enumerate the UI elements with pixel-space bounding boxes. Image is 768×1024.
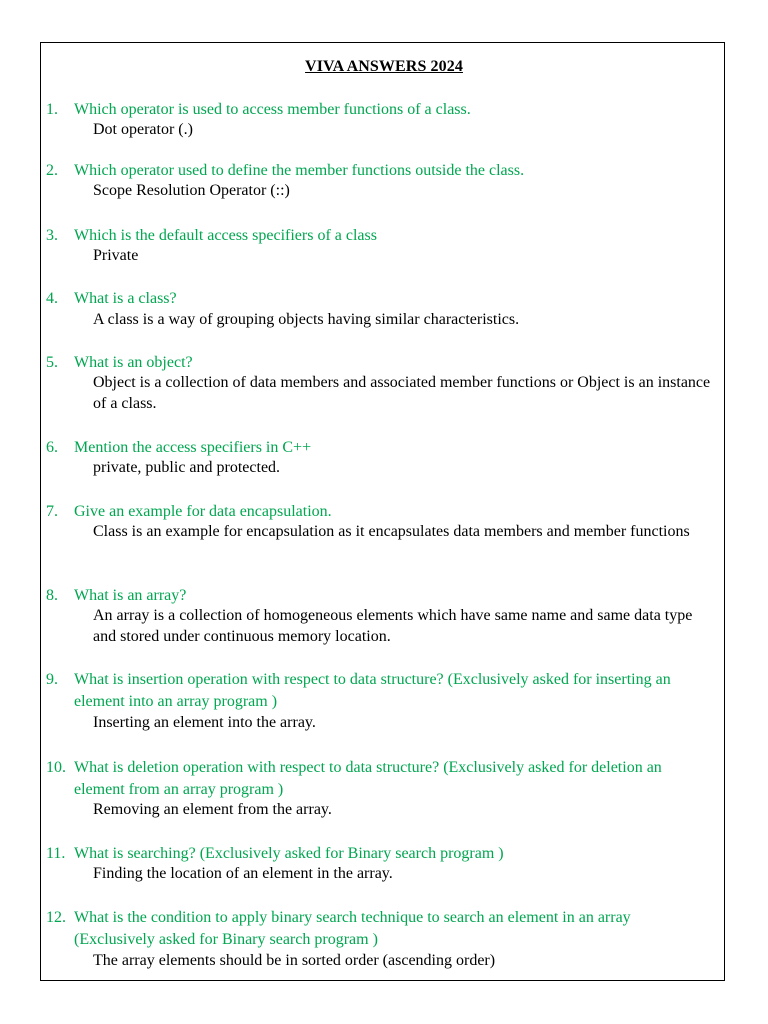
question-text: What is the condition to apply binary search technique to search an element in an array (Exclusively asked for Binary search program ) (74, 909, 631, 948)
page-title: VIVA ANSWERS 2024 (305, 58, 463, 75)
answer-text: Removing an element from the array. (93, 801, 332, 818)
question-text: Give an example for data encapsulation. (74, 503, 332, 520)
question-number: 2. (46, 162, 58, 179)
answer-text: Private (93, 247, 139, 264)
question-number: 1. (46, 101, 58, 118)
question-text: What is a class? (74, 290, 177, 307)
answer-text: Finding the location of an element in the array. (93, 865, 393, 882)
question-number: 6. (46, 439, 58, 456)
question-number: 10. (46, 759, 66, 776)
answer-text: Scope Resolution Operator (::) (93, 182, 290, 199)
question-number: 4. (46, 290, 58, 307)
question-number: 7. (46, 503, 58, 520)
answer-text: private, public and protected. (93, 459, 281, 476)
question-text: Which is the default access specifiers of a class (74, 227, 377, 244)
question-number: 9. (46, 671, 58, 688)
answer-text: A class is a way of grouping objects having similar characteristics. (93, 311, 520, 328)
question-text: What is deletion operation with respect to data structure? (Exclusively asked for deletion an element from an array program ) (74, 759, 662, 798)
question-number: 3. (46, 227, 58, 244)
question-number: 11. (46, 845, 66, 862)
question-text: What is searching? (Exclusively asked for Binary search program ) (74, 845, 504, 862)
answer-text: The array elements should be in sorted order (ascending order) (93, 952, 496, 969)
answer-text: Inserting an element into the array. (93, 714, 316, 731)
answer-text: Dot operator (.) (93, 121, 193, 138)
question-text: Which operator is used to access member functions of a class. (74, 101, 471, 118)
question-number: 5. (46, 354, 58, 371)
question-text: What is insertion operation with respect to data structure? (Exclusively asked for inserting an element into an array program ) (74, 671, 671, 710)
question-text: What is an object? (74, 354, 193, 371)
question-text: Which operator used to define the member functions outside the class. (74, 162, 525, 179)
answer-text: An array is a collection of homogeneous elements which have same name and same data type and stored under continuous memory location. (93, 607, 693, 645)
question-number: 12. (46, 909, 66, 926)
question-text: Mention the access specifiers in C++ (74, 439, 312, 456)
answer-text: Object is a collection of data members and associated member functions or Object is an instance of a class. (93, 374, 711, 412)
question-number: 8. (46, 587, 58, 604)
answer-text: Class is an example for encapsulation as it encapsulates data members and member functions (93, 523, 690, 540)
question-text: What is an array? (74, 587, 187, 604)
